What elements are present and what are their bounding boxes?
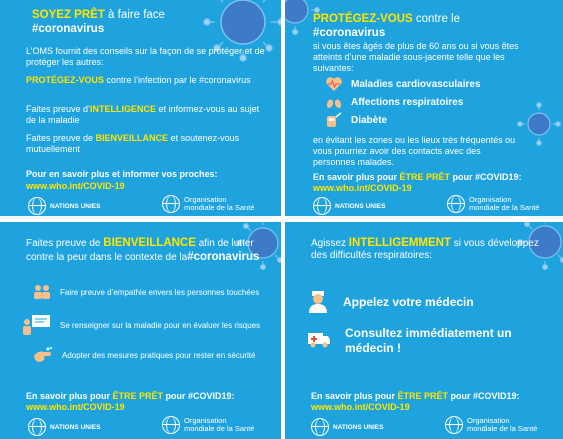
more-info-a: En savoir plus pour xyxy=(313,172,400,182)
panel-soyez-pret xyxy=(0,0,281,216)
who-label-2: mondiale de la Santé xyxy=(184,424,255,433)
intelligence-line xyxy=(26,104,271,126)
panel-protegez-vous xyxy=(285,0,563,216)
list-item-label: Se renseigner sur la maladie pour en évaluer les risques xyxy=(60,320,261,330)
intelligence-highlight: INTELLIGENCE xyxy=(90,104,157,114)
list-item xyxy=(32,284,262,300)
protect-line xyxy=(26,75,266,86)
who-emblem-icon xyxy=(445,416,463,434)
more-info-text xyxy=(26,391,235,402)
list-item-label: Diabète xyxy=(351,114,388,126)
doctor-icon xyxy=(307,290,329,314)
heart-icon xyxy=(325,76,343,92)
list-item-label: Adopter des mesures pratiques pour rester en sécurité xyxy=(62,350,256,360)
presentation-icon xyxy=(22,314,52,336)
who-label-2: mondiale de la Santé xyxy=(467,424,538,433)
who-logo xyxy=(162,195,254,213)
who-link[interactable]: www.who.int/COVID-19 xyxy=(311,402,410,412)
un-label: NATIONS UNIES xyxy=(50,423,101,431)
title-text-a: Faites preuve de xyxy=(26,238,104,249)
panel-title xyxy=(32,8,165,36)
more-info-highlight: ÊTRE PRÊT xyxy=(399,172,451,182)
title-highlight: INTELLIGEMMENT xyxy=(348,237,452,249)
title-text: à faire face xyxy=(104,9,165,21)
kindness-highlight: BIENVEILLANCE xyxy=(95,133,169,143)
un-label: NATIONS UNIES xyxy=(333,423,384,431)
who-label-1: Organisation xyxy=(184,195,227,205)
panel-title xyxy=(311,236,541,262)
who-label-1: Organisation xyxy=(184,416,227,426)
panel-bienveillance xyxy=(0,222,281,439)
title-text-a: Agissez xyxy=(311,238,349,249)
un-globe-icon xyxy=(311,418,329,436)
title-hashtag: #coronavirus xyxy=(187,251,260,264)
lungs-icon xyxy=(325,94,343,110)
ambulance-icon xyxy=(307,328,331,350)
list-item xyxy=(325,112,387,128)
more-info-b: pour #COVID19: xyxy=(450,172,522,182)
title-text: contre le xyxy=(412,13,460,25)
who-logo xyxy=(445,416,537,434)
un-label: NATIONS UNIES xyxy=(335,202,386,210)
avoidance-text: en évitant les zones ou les lieux très fréquentés ou vous pourriez avoir des contacts avec des personnes malades. xyxy=(313,135,516,167)
title-text-b: si vous développez des difficultés respiratoires: xyxy=(311,238,539,262)
more-info-b: pour #COVID19: xyxy=(448,391,520,401)
more-info-a: En savoir plus pour xyxy=(311,391,398,401)
list-item-label: Consultez immédiatement un médecin ! xyxy=(345,326,512,355)
kindness-text-b: et soutenez-vous mutuellement xyxy=(26,133,240,154)
title-hashtag: #coronavirus xyxy=(313,27,386,40)
who-emblem-icon xyxy=(162,195,180,213)
who-link[interactable]: www.who.int/COVID-19 xyxy=(26,402,125,412)
intro-text: si vous êtes âgés de plus de 60 ans ou si vous êtes atteints d’une maladie sous-jacente telle que les suivantes: xyxy=(313,41,519,73)
who-logo xyxy=(162,416,254,434)
more-info-b: pour #COVID19: xyxy=(163,391,235,401)
who-emblem-icon xyxy=(162,416,180,434)
title-highlight: BIENVEILLANCE xyxy=(103,237,196,249)
who-link[interactable]: www.who.int/COVID-19 xyxy=(26,181,125,191)
more-info-text xyxy=(313,172,522,183)
kindness-line xyxy=(26,133,271,155)
un-globe-icon xyxy=(28,418,46,436)
un-logo xyxy=(28,418,100,436)
who-logo xyxy=(447,195,539,213)
title-highlight: SOYEZ PRÊT xyxy=(32,9,105,21)
title-hashtag: #coronavirus xyxy=(32,23,105,36)
who-label-1: Organisation xyxy=(467,416,510,426)
glucose-meter-icon xyxy=(325,112,343,128)
list-item xyxy=(22,314,262,336)
un-logo xyxy=(311,418,383,436)
more-info-highlight: ÊTRE PRÊT xyxy=(397,391,449,401)
un-label: NATIONS UNIES xyxy=(50,202,101,210)
title-highlight: PROTÉGEZ-VOUS xyxy=(313,13,413,25)
who-label-2: mondiale de la Santé xyxy=(184,203,255,212)
people-icon xyxy=(32,284,52,300)
protect-text: contre l’infection par le #coronavirus xyxy=(104,75,251,85)
list-item xyxy=(307,326,525,356)
list-item xyxy=(325,94,463,110)
list-item-label: Affections respiratoires xyxy=(351,96,464,108)
panel-intelligemment xyxy=(285,222,563,439)
more-info-text: Pour en savoir plus et informer vos proches: xyxy=(26,169,218,179)
list-item-label: Faire preuve d’empathie envers les personnes touchées xyxy=(60,287,260,297)
more-info-text xyxy=(311,391,520,402)
list-item xyxy=(307,290,474,314)
handwashing-icon xyxy=(32,346,54,364)
un-logo xyxy=(313,197,385,215)
who-emblem-icon xyxy=(447,195,465,213)
panel-title xyxy=(313,12,460,40)
un-globe-icon xyxy=(313,197,331,215)
intelligence-text-a: Faites preuve d’ xyxy=(26,104,91,114)
list-item xyxy=(32,346,264,364)
un-globe-icon xyxy=(28,197,46,215)
intro-text: L’OMS fournit des conseils sur la façon de se protéger et de protéger les autres: xyxy=(26,46,265,67)
panel-title xyxy=(26,236,266,264)
kindness-text-a: Faites preuve de xyxy=(26,133,96,143)
intelligence-text-b: et informez-vous au sujet de la maladie xyxy=(26,104,260,125)
list-item-label: Maladies cardiovasculaires xyxy=(351,78,481,90)
list-item-label: Appelez votre médecin xyxy=(343,295,474,309)
more-info-a: En savoir plus pour xyxy=(26,391,113,401)
title-text-b: afin de lutter contre la peur dans le contexte de la xyxy=(26,238,254,264)
un-logo xyxy=(28,197,100,215)
who-label-1: Organisation xyxy=(469,195,512,205)
more-info-highlight: ÊTRE PRÊT xyxy=(112,391,164,401)
who-link[interactable]: www.who.int/COVID-19 xyxy=(313,183,412,193)
who-label-2: mondiale de la Santé xyxy=(469,203,540,212)
list-item xyxy=(325,76,481,92)
protect-highlight: PROTÉGEZ-VOUS xyxy=(26,75,105,85)
